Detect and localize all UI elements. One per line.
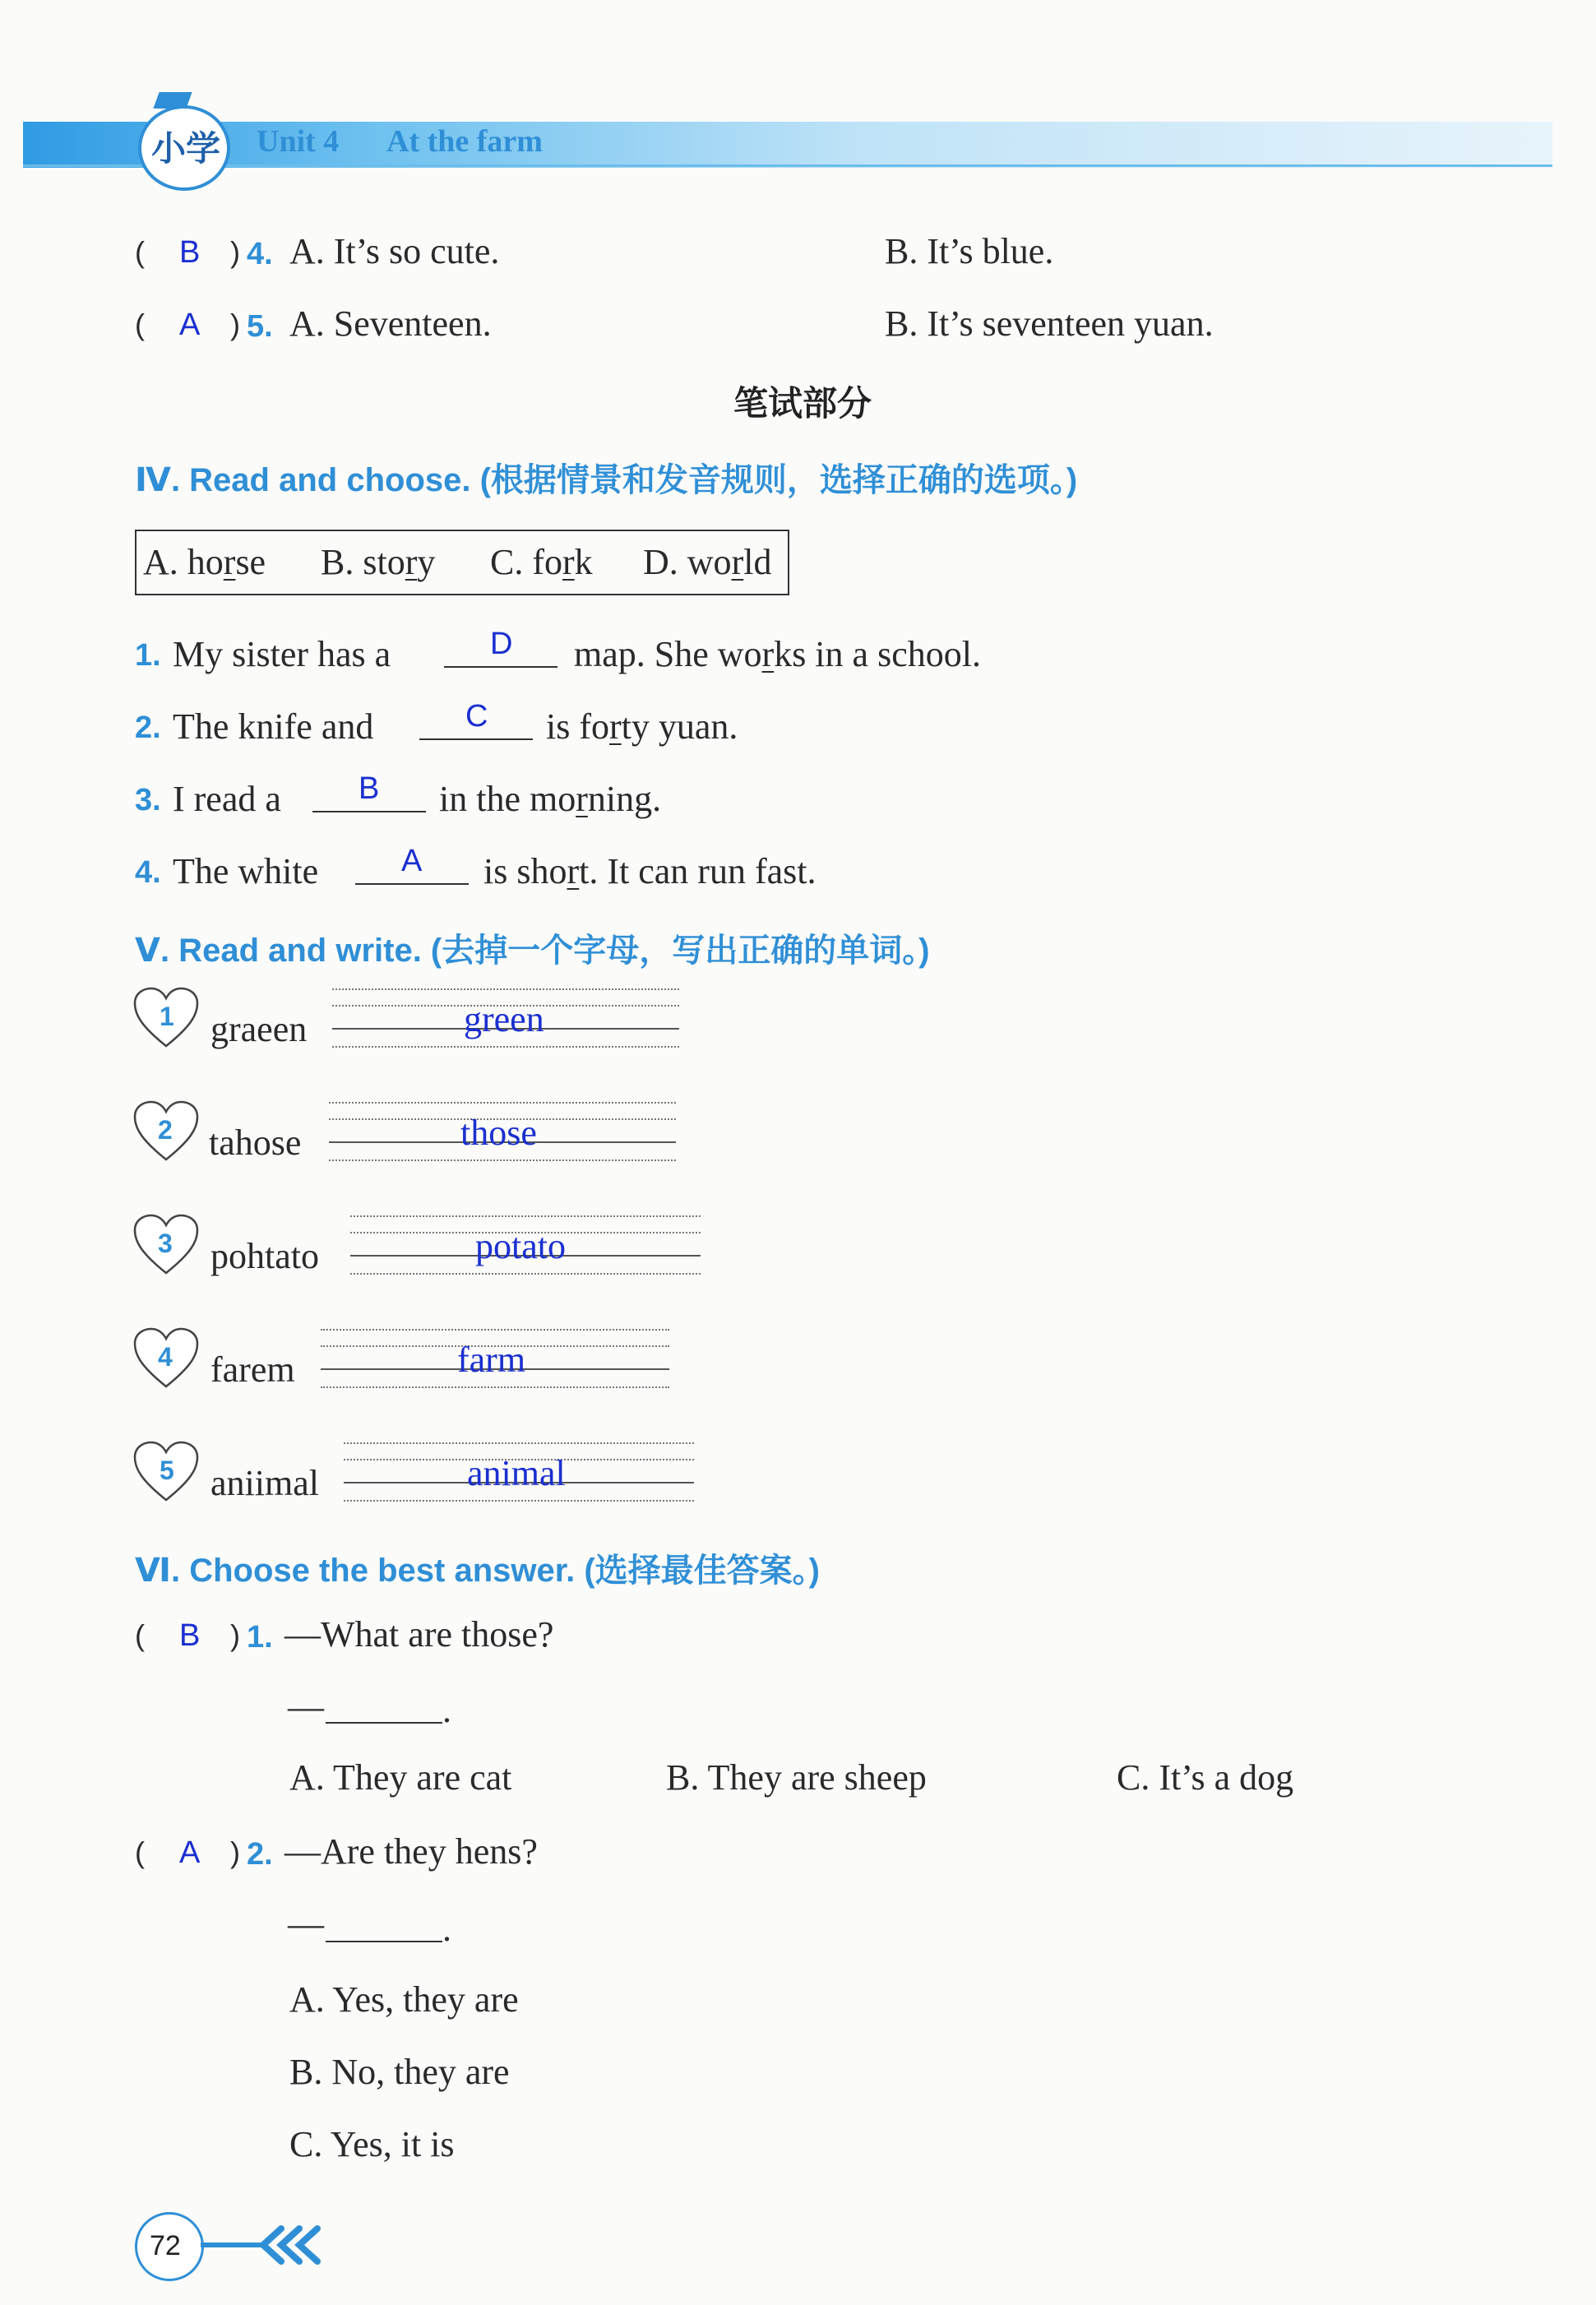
option: C. It’s a dog <box>1117 1757 1294 1798</box>
blank-answer: D <box>490 627 513 661</box>
written-answer: animal <box>467 1453 566 1493</box>
header-rule <box>23 164 1552 167</box>
scrambled-word: aniimal <box>210 1463 319 1503</box>
answer-blank <box>444 666 557 668</box>
item-number: 5. <box>247 309 273 344</box>
unit-label: Unit 4 <box>257 124 340 159</box>
word-option: A. horse <box>143 542 266 582</box>
question-text-after: map. She works in a school. <box>574 634 981 674</box>
written-part-title: 笔试部分 <box>733 383 872 424</box>
answer-blank <box>419 738 533 740</box>
option: C. Yes, it is <box>289 2124 455 2164</box>
question-text-after: is forty yuan. <box>546 706 738 747</box>
heart-number: 4 <box>158 1342 173 1372</box>
writing-line-dotted <box>321 1386 669 1388</box>
paren-open: ( <box>135 235 145 269</box>
option-b: B. It’s blue. <box>885 231 1054 271</box>
response-dash: — <box>288 1687 324 1727</box>
logo-cap-icon <box>153 92 192 109</box>
question-number: 1. <box>135 638 161 673</box>
writing-line-dotted <box>329 1102 676 1104</box>
paren-close: ) <box>230 308 240 341</box>
option: A. Yes, they are <box>289 1979 519 2020</box>
paren-open: ( <box>135 1835 145 1869</box>
question-number: 3. <box>135 783 161 817</box>
writing-line-dotted <box>332 988 679 990</box>
blank-answer: A <box>401 844 423 878</box>
paren-close: ) <box>230 1835 240 1869</box>
question-text: —Are they hens? <box>285 1831 538 1872</box>
paren-open: ( <box>135 1618 145 1652</box>
option: B. No, they are <box>289 2052 510 2092</box>
scrambled-word: graeen <box>210 1009 308 1049</box>
section-6-heading: Ⅵ. Choose the best answer. (选择最佳答案。) <box>135 1553 820 1589</box>
written-answer: green <box>464 999 544 1039</box>
response-blank <box>326 1722 442 1724</box>
question-text-before: I read a <box>173 779 281 819</box>
heart-number: 3 <box>158 1229 173 1258</box>
word-option: C. fork <box>490 542 593 582</box>
heart-number: 1 <box>160 1002 174 1031</box>
question-text-before: My sister has a <box>173 634 391 674</box>
unit-title: At the farm <box>386 124 543 159</box>
blank-answer: C <box>465 699 488 734</box>
answer: B <box>179 235 201 270</box>
item-number: 4. <box>247 237 273 271</box>
page-number: 72 <box>150 2230 181 2261</box>
writing-line-dotted <box>332 1046 679 1048</box>
answer: A <box>179 1835 201 1870</box>
paren-close: ) <box>230 1618 240 1652</box>
question-text: —What are those? <box>285 1614 554 1655</box>
writing-line-dotted <box>344 1500 694 1502</box>
blank-answer: B <box>359 771 380 806</box>
writing-line-dotted <box>344 1442 694 1444</box>
option-b: B. It’s seventeen yuan. <box>885 303 1214 344</box>
answer-blank <box>355 883 469 885</box>
question-number: 2. <box>135 710 161 745</box>
scrambled-word: pohtato <box>210 1236 319 1276</box>
option-a: A. Seventeen. <box>289 303 492 344</box>
option-a: A. It’s so cute. <box>289 231 500 271</box>
option: B. They are sheep <box>666 1757 927 1798</box>
section-4-heading: Ⅳ. Read and choose. (根据情景和发音规则，选择正确的选项。) <box>135 462 1078 498</box>
arrow-decoration-icon <box>201 2222 324 2272</box>
written-answer: potato <box>475 1226 566 1266</box>
section-5-heading: Ⅴ. Read and write. (去掉一个字母，写出正确的单词。) <box>135 933 930 969</box>
paren-open: ( <box>135 308 145 341</box>
question-text-before: The knife and <box>173 706 374 747</box>
response-dash: — <box>288 1904 324 1944</box>
word-option: D. world <box>643 542 772 582</box>
question-text-before: The white <box>173 851 319 891</box>
response-blank <box>326 1941 442 1942</box>
scrambled-word: farem <box>210 1349 295 1390</box>
answer-blank <box>312 811 426 812</box>
written-answer: those <box>460 1113 537 1153</box>
writing-line-dotted <box>350 1273 701 1275</box>
answer: A <box>179 308 201 342</box>
writing-line-dotted <box>321 1329 669 1331</box>
written-answer: farm <box>457 1340 526 1380</box>
period: . <box>442 1690 451 1730</box>
question-number: 1. <box>247 1620 273 1655</box>
question-number: 4. <box>135 855 161 890</box>
period: . <box>442 1909 451 1949</box>
paren-close: ) <box>230 235 240 269</box>
writing-line-dotted <box>329 1159 676 1161</box>
question-number: 2. <box>247 1837 273 1872</box>
header-band <box>23 122 1552 168</box>
writing-line-dotted <box>350 1215 701 1217</box>
logo-text: 小学 <box>151 128 221 169</box>
answer: B <box>179 1618 201 1653</box>
question-text-after: in the morning. <box>439 779 662 819</box>
heart-number: 5 <box>160 1456 174 1485</box>
option: A. They are cat <box>289 1757 512 1798</box>
word-option: B. story <box>321 542 436 582</box>
heart-number: 2 <box>158 1115 173 1145</box>
scrambled-word: tahose <box>209 1122 302 1163</box>
question-text-after: is short. It can run fast. <box>483 851 817 891</box>
